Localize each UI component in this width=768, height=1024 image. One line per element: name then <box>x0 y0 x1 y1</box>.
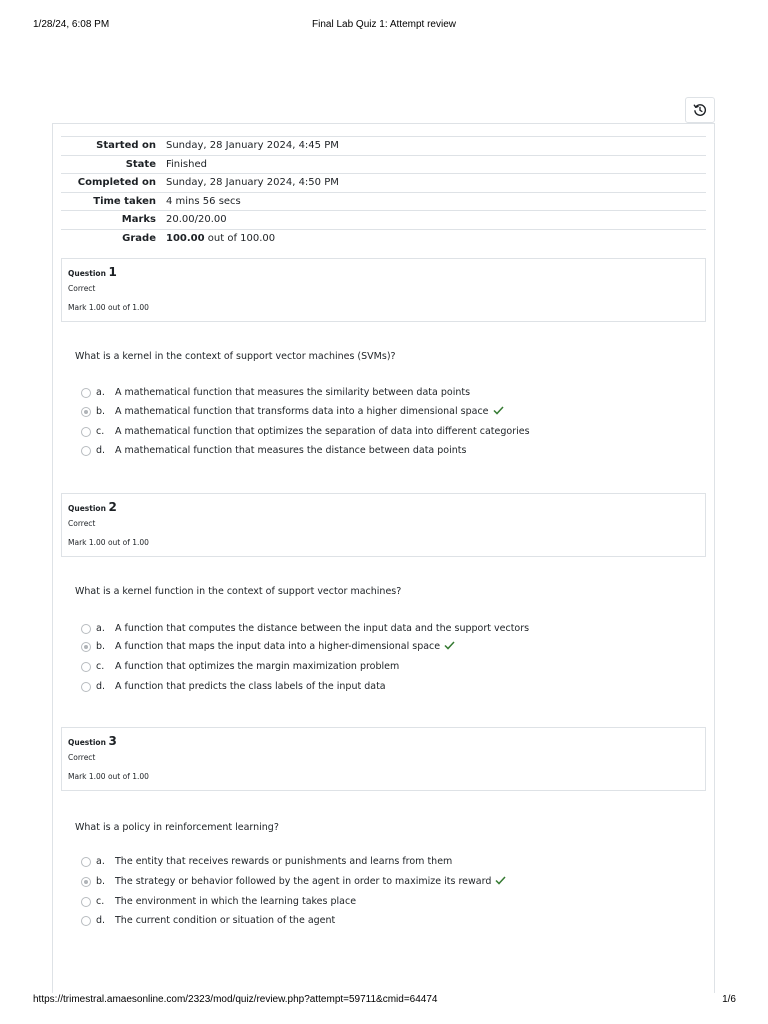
answer-option[interactable] <box>81 680 681 694</box>
question-info <box>61 258 706 322</box>
answer-option[interactable] <box>81 405 681 419</box>
summary-label: Completed on <box>77 177 156 189</box>
history-icon <box>693 103 707 117</box>
question-mark: Mark 1.00 out of 1.00 <box>68 538 149 547</box>
answer-letter: a. <box>96 856 105 867</box>
answer-radio[interactable] <box>81 897 91 907</box>
answer-text: The strategy or behavior followed by the agent in order to maximize its reward <box>115 876 492 887</box>
summary-row <box>61 137 706 156</box>
answer-letter: a. <box>96 387 105 398</box>
correct-check-icon <box>493 406 504 415</box>
answer-radio-selected[interactable] <box>81 877 91 887</box>
answer-radio-selected[interactable] <box>81 642 91 652</box>
answer-option[interactable] <box>81 914 681 928</box>
print-datetime: 1/28/24, 6:08 PM <box>33 19 110 30</box>
answer-option[interactable] <box>81 640 681 654</box>
answer-radio[interactable] <box>81 624 91 634</box>
answer-radio[interactable] <box>81 662 91 672</box>
answer-text: A function that predicts the class labels of the input data <box>115 681 386 692</box>
answer-radio[interactable] <box>81 427 91 437</box>
answer-letter: a. <box>96 623 105 634</box>
answer-letter: c. <box>96 896 105 907</box>
answer-option[interactable] <box>81 622 681 636</box>
answer-text-wrap <box>115 406 504 417</box>
attempt-history-button[interactable] <box>685 97 715 123</box>
question-text: What is a kernel function in the context of support vector machines? <box>75 586 402 597</box>
question-mark: Mark 1.00 out of 1.00 <box>68 772 149 781</box>
print-footer <box>0 994 768 1006</box>
answer-option[interactable] <box>81 425 681 439</box>
question-state: Correct <box>68 753 96 762</box>
answer-text: The environment in which the learning takes place <box>115 896 357 907</box>
answer-option[interactable] <box>81 660 681 674</box>
question-number: Question 2 <box>68 500 117 514</box>
answer-text: A mathematical function that measures the similarity between data points <box>115 387 471 398</box>
summary-label: State <box>125 158 156 170</box>
print-title: Final Lab Quiz 1: Attempt review <box>312 19 456 30</box>
answer-letter: d. <box>96 681 106 692</box>
answer-option[interactable] <box>81 386 681 400</box>
answer-text-wrap <box>115 641 455 652</box>
answer-letter: c. <box>96 661 105 672</box>
answer-radio[interactable] <box>81 916 91 926</box>
answer-radio[interactable] <box>81 388 91 398</box>
summary-value: Sunday, 28 January 2024, 4:50 PM <box>166 177 339 189</box>
summary-value: 4 mins 56 secs <box>166 195 241 207</box>
answer-letter: d. <box>96 915 106 926</box>
answer-radio[interactable] <box>81 682 91 692</box>
print-header <box>0 19 768 31</box>
grade-value <box>164 229 706 248</box>
summary-value: 20.00/20.00 <box>166 214 227 226</box>
question-state: Correct <box>68 284 96 293</box>
answer-letter: c. <box>96 426 105 437</box>
grade-label: Grade <box>122 233 156 244</box>
summary-row <box>61 211 706 230</box>
answer-text-wrap <box>115 876 506 887</box>
question-text: What is a kernel in the context of support vector machines (SVMs)? <box>75 351 396 362</box>
question-state: Correct <box>68 519 96 528</box>
summary-label: Started on <box>96 140 156 152</box>
answer-text: A mathematical function that transforms data into a higher dimensional space <box>115 406 489 417</box>
answer-text: The current condition or situation of the agent <box>115 915 336 926</box>
answer-radio-selected[interactable] <box>81 407 91 417</box>
answer-radio[interactable] <box>81 857 91 867</box>
summary-label: Marks <box>121 214 156 226</box>
summary-value: Sunday, 28 January 2024, 4:45 PM <box>166 140 339 152</box>
answer-text: The entity that receives rewards or punishments and learns from them <box>115 856 453 867</box>
answer-option[interactable] <box>81 855 681 869</box>
answer-letter: b. <box>96 641 106 652</box>
answer-text: A mathematical function that measures the distance between data points <box>115 445 467 456</box>
grade-total: out of 100.00 <box>204 233 276 244</box>
question-info <box>61 727 706 791</box>
answer-letter: d. <box>96 445 106 456</box>
answer-radio[interactable] <box>81 446 91 456</box>
grade-score: 100.00 <box>166 233 205 244</box>
summary-row <box>61 174 706 193</box>
answer-letter: b. <box>96 876 106 887</box>
answer-text: A function that maps the input data into a higher-dimensional space <box>115 641 441 652</box>
answer-text: A function that optimizes the margin maximization problem <box>115 661 400 672</box>
attempt-summary-table <box>61 136 706 248</box>
summary-row <box>61 155 706 174</box>
question-number: Question 1 <box>68 265 117 279</box>
answer-letter: b. <box>96 406 106 417</box>
question-mark: Mark 1.00 out of 1.00 <box>68 303 149 312</box>
summary-row <box>61 192 706 211</box>
summary-row-grade <box>61 229 706 248</box>
print-page-number: 1/6 <box>722 994 736 1005</box>
summary-label: Time taken <box>93 195 156 207</box>
correct-check-icon <box>444 641 455 650</box>
question-info <box>61 493 706 557</box>
question-text: What is a policy in reinforcement learning? <box>75 822 279 833</box>
question-number: Question 3 <box>68 734 117 748</box>
print-url: https://trimestral.amaesonline.com/2323/mod/quiz/review.php?attempt=59711&cmid=64474 <box>33 994 438 1005</box>
answer-option[interactable] <box>81 895 681 909</box>
correct-check-icon <box>495 876 506 885</box>
answer-option[interactable] <box>81 875 681 889</box>
answer-option[interactable] <box>81 444 681 458</box>
answer-text: A function that computes the distance between the input data and the support vectors <box>115 623 530 634</box>
answer-text: A mathematical function that optimizes the separation of data into different categories <box>115 426 530 437</box>
summary-value: Finished <box>166 158 207 170</box>
